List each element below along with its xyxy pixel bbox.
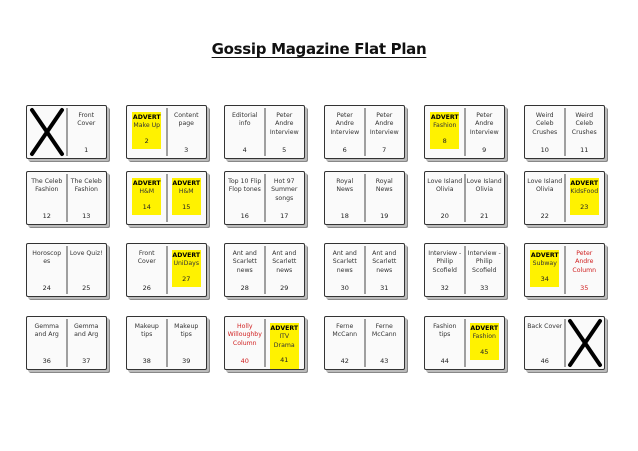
content-page xyxy=(465,244,505,296)
page-label xyxy=(270,323,299,350)
page-label: Ant and Scarlett news xyxy=(372,250,397,274)
page-number: 24 xyxy=(42,284,51,293)
content-page xyxy=(265,244,305,296)
page-label: The Celeb Fashion xyxy=(70,178,102,194)
page-number: 41 xyxy=(270,350,299,369)
page-spread xyxy=(26,316,107,370)
page-number: 33 xyxy=(480,284,489,293)
page-number: 15 xyxy=(172,197,201,216)
page-label: Peter Andre Interview xyxy=(330,112,360,136)
page-label: Peter Andre Interview xyxy=(269,112,299,136)
advert-client: KidsFood xyxy=(570,188,599,196)
advert-client: H&M xyxy=(178,188,194,196)
page-number: 26 xyxy=(142,284,151,293)
page-number: 37 xyxy=(82,357,91,366)
page-label: Top 10 Flip Flop tones xyxy=(228,178,262,194)
content-page xyxy=(167,317,207,369)
content-page xyxy=(225,317,265,369)
page-label: Ant and Scarlett news xyxy=(232,250,257,274)
advert-heading: ADVERT xyxy=(570,180,599,187)
page-label: Fashion tips xyxy=(433,323,457,339)
page-number: 30 xyxy=(340,284,349,293)
page-label xyxy=(132,112,161,131)
page-spread xyxy=(126,316,207,370)
page-spread xyxy=(324,105,405,159)
advert-client: Fashion xyxy=(433,122,457,130)
advert-client: Make Up xyxy=(133,122,161,130)
advert-client: UniDays xyxy=(173,260,200,268)
page-label: Peter Andre Column xyxy=(572,250,597,274)
page-spread xyxy=(224,171,305,225)
page-number: 2 xyxy=(132,131,161,150)
page-number: 1 xyxy=(84,146,89,155)
page-number: 9 xyxy=(482,146,487,155)
page-spread xyxy=(324,243,405,297)
advert-page xyxy=(167,244,207,296)
page-label xyxy=(172,250,201,269)
page-label: Gemma and Arg xyxy=(74,323,99,339)
content-page xyxy=(225,244,265,296)
page-label: Peter Andre Interview xyxy=(369,112,399,136)
content-page xyxy=(425,317,465,369)
page-number: 43 xyxy=(380,357,389,366)
page-number: 45 xyxy=(470,342,499,361)
page-label: Content page xyxy=(173,112,199,128)
page-label xyxy=(430,112,459,131)
page-spread xyxy=(126,243,207,297)
page-label: Ant and Scarlett news xyxy=(272,250,297,274)
page-number: 31 xyxy=(380,284,389,293)
content-page xyxy=(525,106,565,158)
page-label: Interview - Philip Scofield xyxy=(467,250,501,274)
page-number: 20 xyxy=(440,212,449,221)
page-label xyxy=(530,250,559,269)
page-spread xyxy=(324,316,405,370)
page-spread xyxy=(524,243,605,297)
content-page xyxy=(325,106,365,158)
page-number: 3 xyxy=(184,146,189,155)
content-page xyxy=(27,172,67,224)
advert-heading: ADVERT xyxy=(172,252,201,259)
page-label xyxy=(570,178,599,197)
advert-page xyxy=(127,172,167,224)
page-label: Back Cover xyxy=(527,323,563,330)
advert-page xyxy=(127,106,167,158)
cross-icon xyxy=(29,107,65,157)
advert-client: ITV Drama xyxy=(273,333,295,349)
content-page xyxy=(465,106,505,158)
page-spread xyxy=(126,171,207,225)
content-page xyxy=(525,172,565,224)
content-page xyxy=(465,172,505,224)
content-page xyxy=(365,244,405,296)
content-page xyxy=(167,106,207,158)
page-number: 19 xyxy=(380,212,389,221)
page-label: Gemma and Arg xyxy=(34,323,59,339)
page-number: 29 xyxy=(280,284,289,293)
page-number: 46 xyxy=(540,357,549,366)
page-label: The Celeb Fashion xyxy=(31,178,63,194)
page-spread xyxy=(224,243,305,297)
page-label xyxy=(470,323,499,342)
content-page xyxy=(27,244,67,296)
page-number: 40 xyxy=(240,357,249,366)
page-number: 35 xyxy=(580,284,589,293)
page-label: Weird Celeb Crushes xyxy=(532,112,558,136)
advert-heading: ADVERT xyxy=(172,180,201,187)
page-number: 12 xyxy=(42,212,51,221)
page-number: 22 xyxy=(540,212,549,221)
content-page xyxy=(67,172,107,224)
page-spread xyxy=(424,171,505,225)
content-page xyxy=(365,172,405,224)
content-page xyxy=(67,244,107,296)
page-label: Editorial info xyxy=(231,112,258,128)
page-label: Peter Andre Interview xyxy=(469,112,499,136)
content-page xyxy=(27,317,67,369)
page-spread xyxy=(424,105,505,159)
page-number: 38 xyxy=(142,357,151,366)
content-page xyxy=(265,172,305,224)
page-label: Hot 97 Summer songs xyxy=(271,178,298,202)
page-spread xyxy=(224,105,305,159)
advert-client: H&M xyxy=(139,188,155,196)
page-number: 32 xyxy=(440,284,449,293)
page-number: 10 xyxy=(540,146,549,155)
content-page xyxy=(127,244,167,296)
page-spread xyxy=(324,171,405,225)
page-number: 5 xyxy=(282,146,287,155)
page-label: Love Quiz! xyxy=(69,250,103,257)
content-page xyxy=(425,244,465,296)
advert-page xyxy=(425,106,465,158)
content-page xyxy=(225,106,265,158)
page-number: 6 xyxy=(342,146,347,155)
page-spread xyxy=(26,105,107,159)
page-label: Love Island Olivia xyxy=(466,178,502,194)
page-label: Royal News xyxy=(336,178,354,194)
page-label: Ferne McCann xyxy=(371,323,397,339)
page-title: Gossip Magazine Flat Plan xyxy=(211,40,427,58)
page-number: 39 xyxy=(182,357,191,366)
advert-page xyxy=(167,172,207,224)
content-page xyxy=(225,172,265,224)
page-number: 17 xyxy=(280,212,289,221)
page-number: 18 xyxy=(340,212,349,221)
page-label: Front Cover xyxy=(137,250,156,266)
page-number: 4 xyxy=(242,146,247,155)
page-spread xyxy=(126,105,207,159)
advert-client: Subway xyxy=(532,260,557,268)
page-number: 25 xyxy=(82,284,91,293)
unused-page xyxy=(27,106,67,158)
page-number: 14 xyxy=(132,197,161,216)
page-label: Interview - Philip Scofield xyxy=(428,250,462,274)
page-spread xyxy=(26,243,107,297)
advert-page xyxy=(565,172,605,224)
advert-page xyxy=(525,244,565,296)
page-label: Ferne McCann xyxy=(332,323,358,339)
page-number: 16 xyxy=(240,212,249,221)
page-number: 11 xyxy=(580,146,589,155)
page-label: Makeup tips xyxy=(174,323,199,339)
page-label: Ant and Scarlett news xyxy=(332,250,357,274)
page-number: 21 xyxy=(480,212,489,221)
page-label xyxy=(132,178,161,197)
page-number: 13 xyxy=(82,212,91,221)
advert-heading: ADVERT xyxy=(270,325,299,332)
page-label: Horoscop es xyxy=(32,250,62,266)
advert-heading: ADVERT xyxy=(530,252,559,259)
content-page xyxy=(325,172,365,224)
page-number: 28 xyxy=(240,284,249,293)
page-number: 23 xyxy=(570,197,599,216)
advert-page xyxy=(265,317,305,369)
page-spread xyxy=(26,171,107,225)
page-spread xyxy=(424,316,505,370)
page-spread xyxy=(224,316,305,370)
content-page xyxy=(67,317,107,369)
content-page xyxy=(365,106,405,158)
content-page xyxy=(67,106,107,158)
page-label: Weird Celeb Crushes xyxy=(571,112,597,136)
page-label: Love Island Olivia xyxy=(427,178,463,194)
page-label: Makeup tips xyxy=(134,323,159,339)
page-label: Royal News xyxy=(375,178,393,194)
page-number: 7 xyxy=(382,146,387,155)
page-label: Love Island Olivia xyxy=(527,178,563,194)
content-page xyxy=(325,244,365,296)
page-spread xyxy=(424,243,505,297)
content-page xyxy=(565,244,605,296)
content-page xyxy=(265,106,305,158)
content-page xyxy=(525,317,565,369)
page-spread xyxy=(524,105,605,159)
page-number: 36 xyxy=(42,357,51,366)
advert-heading: ADVERT xyxy=(430,114,459,121)
page-number: 34 xyxy=(530,269,559,288)
advert-heading: ADVERT xyxy=(132,180,161,187)
page-number: 8 xyxy=(430,131,459,150)
content-page xyxy=(325,317,365,369)
page-spread xyxy=(524,171,605,225)
page-label: Front Cover xyxy=(77,112,96,128)
page-spread xyxy=(524,316,605,370)
unused-page xyxy=(565,317,605,369)
content-page xyxy=(425,172,465,224)
page-label xyxy=(172,178,201,197)
cross-icon xyxy=(567,318,603,368)
content-page xyxy=(365,317,405,369)
page-number: 42 xyxy=(340,357,349,366)
page-number: 27 xyxy=(172,269,201,288)
page-number: 44 xyxy=(440,357,449,366)
advert-page xyxy=(465,317,505,369)
advert-client: Fashion xyxy=(472,333,496,341)
advert-heading: ADVERT xyxy=(132,114,161,121)
content-page xyxy=(565,106,605,158)
advert-heading: ADVERT xyxy=(470,325,499,332)
content-page xyxy=(127,317,167,369)
page-label: Holly Willoughby Column xyxy=(227,323,262,347)
